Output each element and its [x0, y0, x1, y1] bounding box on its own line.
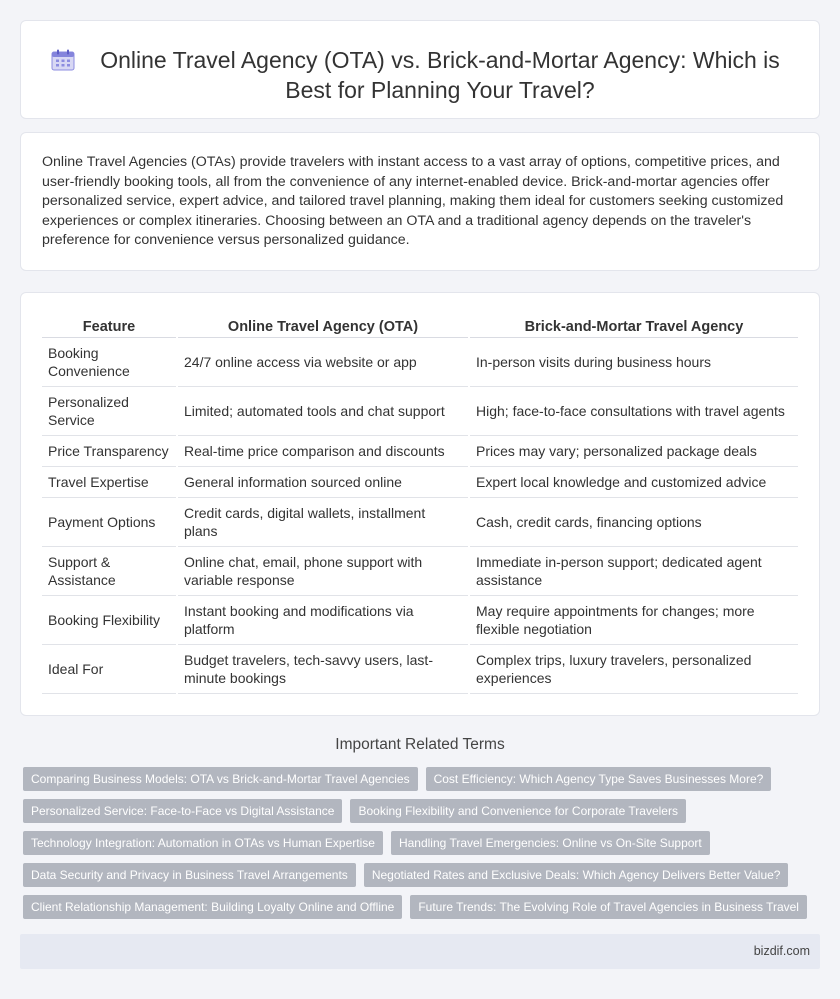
related-term-tag[interactable]: Cost Efficiency: Which Agency Type Saves Businesses More? — [426, 767, 772, 791]
brick-cell: In-person visits during business hours — [469, 337, 798, 386]
comparison-card — [20, 292, 820, 716]
header-ota: Online Travel Agency (OTA) — [177, 315, 469, 337]
related-terms-list — [23, 767, 823, 927]
table-row — [42, 337, 798, 386]
feature-cell: Price Transparency — [42, 435, 177, 466]
brick-cell: Immediate in-person support; dedicated agent assistance — [469, 546, 798, 595]
ota-cell: General information sourced online — [177, 466, 469, 497]
ota-cell: Online chat, email, phone support with variable response — [177, 546, 469, 595]
site-name[interactable]: bizdif.com — [753, 944, 810, 958]
feature-cell: Travel Expertise — [42, 466, 177, 497]
header-brick-and-mortar: Brick-and-Mortar Travel Agency — [469, 315, 798, 337]
brick-cell: Expert local knowledge and customized advice — [469, 466, 798, 497]
brick-cell: May require appointments for changes; more flexible negotiation — [469, 595, 798, 644]
related-term-tag[interactable]: Booking Flexibility and Convenience for Corporate Travelers — [350, 799, 686, 823]
table-row — [42, 386, 798, 435]
table-row — [42, 644, 798, 693]
table-row — [42, 497, 798, 546]
table-row — [42, 466, 798, 497]
ota-cell: Instant booking and modifications via platform — [177, 595, 469, 644]
feature-cell: Ideal For — [42, 644, 177, 693]
related-terms-heading: Important Related Terms — [335, 736, 505, 753]
tag-row — [23, 863, 823, 887]
intro-paragraph: Online Travel Agencies (OTAs) provide travelers with instant access to a vast array of options, competitive prices, and user-friendly booking tools, all from the convenience of any internet-enabled device. Brick-and-mortar agencies offer personalized service, expert advice, and tailored travel planning, making them ideal for customers seeking customized experiences or complex itineraries. Choosing between an OTA and a traditional agency depends on the traveler's preference for convenience versus personalized guidance. — [42, 154, 784, 249]
tag-row — [23, 767, 823, 791]
related-term-tag[interactable]: Client Relationship Management: Building Loyalty Online and Offline — [23, 895, 402, 919]
brick-cell: Complex trips, luxury travelers, personalized experiences — [469, 644, 798, 693]
related-term-tag[interactable]: Data Security and Privacy in Business Travel Arrangements — [23, 863, 356, 887]
table-row — [42, 435, 798, 466]
related-term-tag[interactable]: Comparing Business Models: OTA vs Brick-and-Mortar Travel Agencies — [23, 767, 418, 791]
page-title: Online Travel Agency (OTA) vs. Brick-and-Mortar Agency: Which is Best for Planning Your Travel? — [100, 47, 780, 103]
title-card — [20, 20, 820, 119]
header-feature: Feature — [42, 315, 177, 337]
ota-cell: Credit cards, digital wallets, installment plans — [177, 497, 469, 546]
tag-row — [23, 895, 823, 919]
ota-cell: Limited; automated tools and chat support — [177, 386, 469, 435]
feature-cell: Booking Flexibility — [42, 595, 177, 644]
ota-cell: 24/7 online access via website or app — [177, 337, 469, 386]
brick-cell: High; face-to-face consultations with travel agents — [469, 386, 798, 435]
comparison-table — [42, 315, 798, 694]
related-term-tag[interactable]: Future Trends: The Evolving Role of Travel Agencies in Business Travel — [410, 895, 807, 919]
table-row — [42, 595, 798, 644]
ota-cell: Budget travelers, tech-savvy users, last-minute bookings — [177, 644, 469, 693]
brick-cell: Prices may vary; personalized package deals — [469, 435, 798, 466]
related-term-tag[interactable]: Negotiated Rates and Exclusive Deals: Which Agency Delivers Better Value? — [364, 863, 789, 887]
ota-cell: Real-time price comparison and discounts — [177, 435, 469, 466]
feature-cell: Personalized Service — [42, 386, 177, 435]
tag-row — [23, 831, 823, 855]
brick-cell: Cash, credit cards, financing options — [469, 497, 798, 546]
feature-cell: Booking Convenience — [42, 337, 177, 386]
feature-cell: Support & Assistance — [42, 546, 177, 595]
intro-card — [20, 132, 820, 271]
footer — [20, 934, 820, 969]
related-term-tag[interactable]: Personalized Service: Face-to-Face vs Digital Assistance — [23, 799, 342, 823]
feature-cell: Payment Options — [42, 497, 177, 546]
related-term-tag[interactable]: Technology Integration: Automation in OTAs vs Human Expertise — [23, 831, 383, 855]
tag-row — [23, 799, 823, 823]
table-row — [42, 546, 798, 595]
related-term-tag[interactable]: Handling Travel Emergencies: Online vs On-Site Support — [391, 831, 710, 855]
table-header-row — [42, 315, 798, 337]
